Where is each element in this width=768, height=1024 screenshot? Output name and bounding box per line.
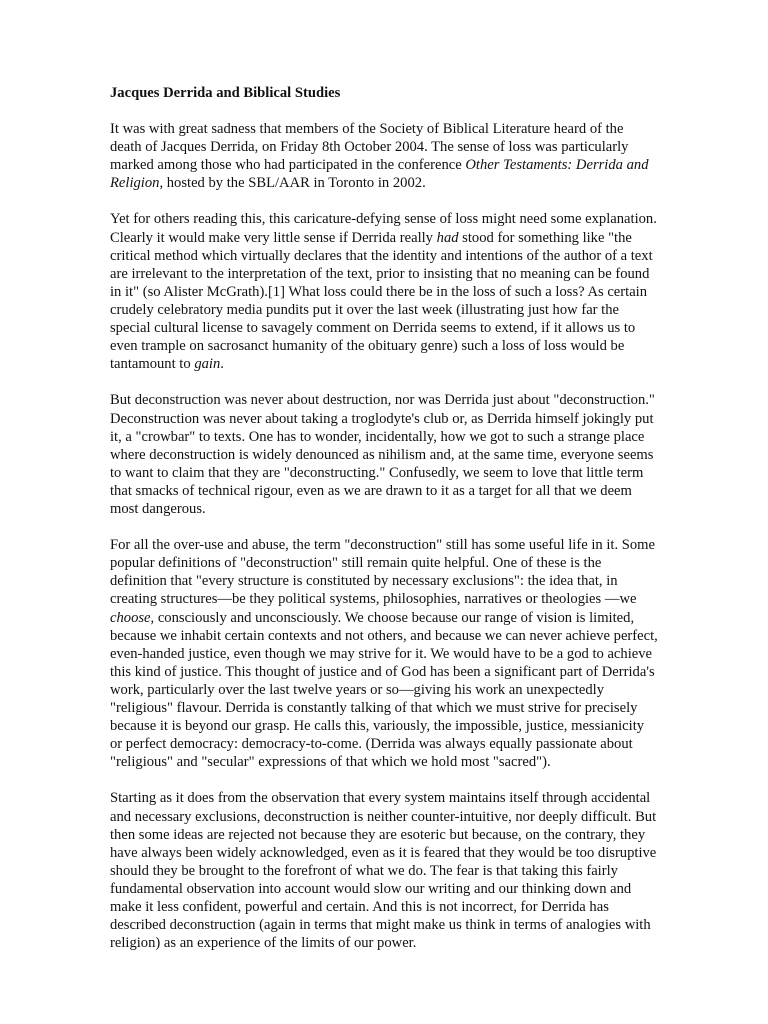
- paragraph-2-italic-gain: gain: [194, 356, 221, 373]
- paragraph-5: Starting as it does from the observation that every system maintains itself through accidental and necessary exclusions, deconstruction is neither counter-intuitive, nor deeply difficult. But then some ideas are rejected not because they are esoteric but because, on the contrary, they have always been widely acknowledged, even as it is feared that they would be too disruptive should they be brought to the forefront of what we do. The fear is that taking this fairly fundamental observation into account would slow our writing and our thinking down and make it less confident, powerful and certain. And this is not incorrect, for Derrida has described deconstruction (again in terms that might make us think in terms of analogies with religion) as an experience of the limits of our power.: [110, 790, 657, 952]
- paragraph-2-text-c: .: [220, 356, 224, 373]
- paragraph-4-text-b: , consciously and unconsciously. We choose because our range of vision is limited, because we inhabit certain contexts and not others, and because we can never achieve perfect, even-handed justice, even though we may strive for it. We would have to be a god to achieve this kind of justice. This thought of justice and of God has been a significant part of Derrida's work, particularly over the last twelve years or so—giving his work an unexpectedly "religious" flavour. Derrida is constantly talking of that which we must strive for precisely because it is beyond our grasp. He calls this, variously, the impossible, justice, messianicity or perfect democracy: democracy-to-come. (Derrida was always equally passionate about "religious" and "secular" expressions of that which we hold most "sacred").: [110, 609, 658, 771]
- paragraph-2: [110, 210, 658, 373]
- paragraph-1-italic-conference: Other Testaments: Derrida and Religion: [110, 157, 649, 192]
- paragraph-4-text-a: For all the over-use and abuse, the term "deconstruction" still has some useful life in it. Some popular definitions of "deconstruction" still remain quite helpful. One of these is the definition that "every structure is constituted by necessary exclusions": the idea that, in creating structures—be they political systems, philosophies, narratives or theologies —we: [110, 537, 655, 608]
- paragraph-4: [110, 536, 658, 771]
- paragraph-4-italic-choose: choose: [110, 609, 151, 626]
- document-title: Jacques Derrida and Biblical Studies: [110, 85, 341, 101]
- paragraph-1-text-b: , hosted by the SBL/AAR in Toronto in 2002.: [159, 175, 426, 192]
- paragraph-3: But deconstruction was never about destruction, nor was Derrida just about "deconstruction." Deconstruction was never about taking a troglodyte's club or, as Derrida himself jokingly put it, a "crowbar" to texts. One has to wonder, incidentally, how we got to such a strange place where deconstruction is widely denounced as nihilism and, at the same time, everyone seems to want to claim that they are "deconstructing." Confusedly, we seem to love that little term that smacks of technical rigour, even as we are drawn to it as a target for all that we deem most dangerous.: [110, 392, 655, 517]
- paragraph-1-text-a: It was with great sadness that members of the Society of Biblical Literature heard of the death of Jacques Derrida, on Friday 8th October 2004. The sense of loss was particularly marked among those who had participated in the conference: [110, 121, 629, 174]
- paragraph-2-text-b: stood for something like "the critical method which virtually declares that the identity and intentions of the author of a text are irrelevant to the interpretation of the text, prior to insisting that no meaning can be found in it" (so Alister McGrath).[1] What loss could there be in the loss of such a loss? As certain crudely celebratory media pundits put it over the last week (illustrating just how far the special cultural license to savagely comment on Derrida seems to extend, if it allows us to even trample on sacrosanct humanity of the obituary genre) such a loss of loss would be tantamount to: [110, 229, 653, 373]
- document-page: [110, 84, 658, 970]
- paragraph-2-text-a: Yet for others reading this, this caricature-defying sense of loss might need some explanation. Clearly it would make very little sense if Derrida really: [110, 211, 657, 246]
- paragraph-2-italic-had: had: [436, 229, 459, 246]
- paragraph-1: [110, 120, 658, 192]
